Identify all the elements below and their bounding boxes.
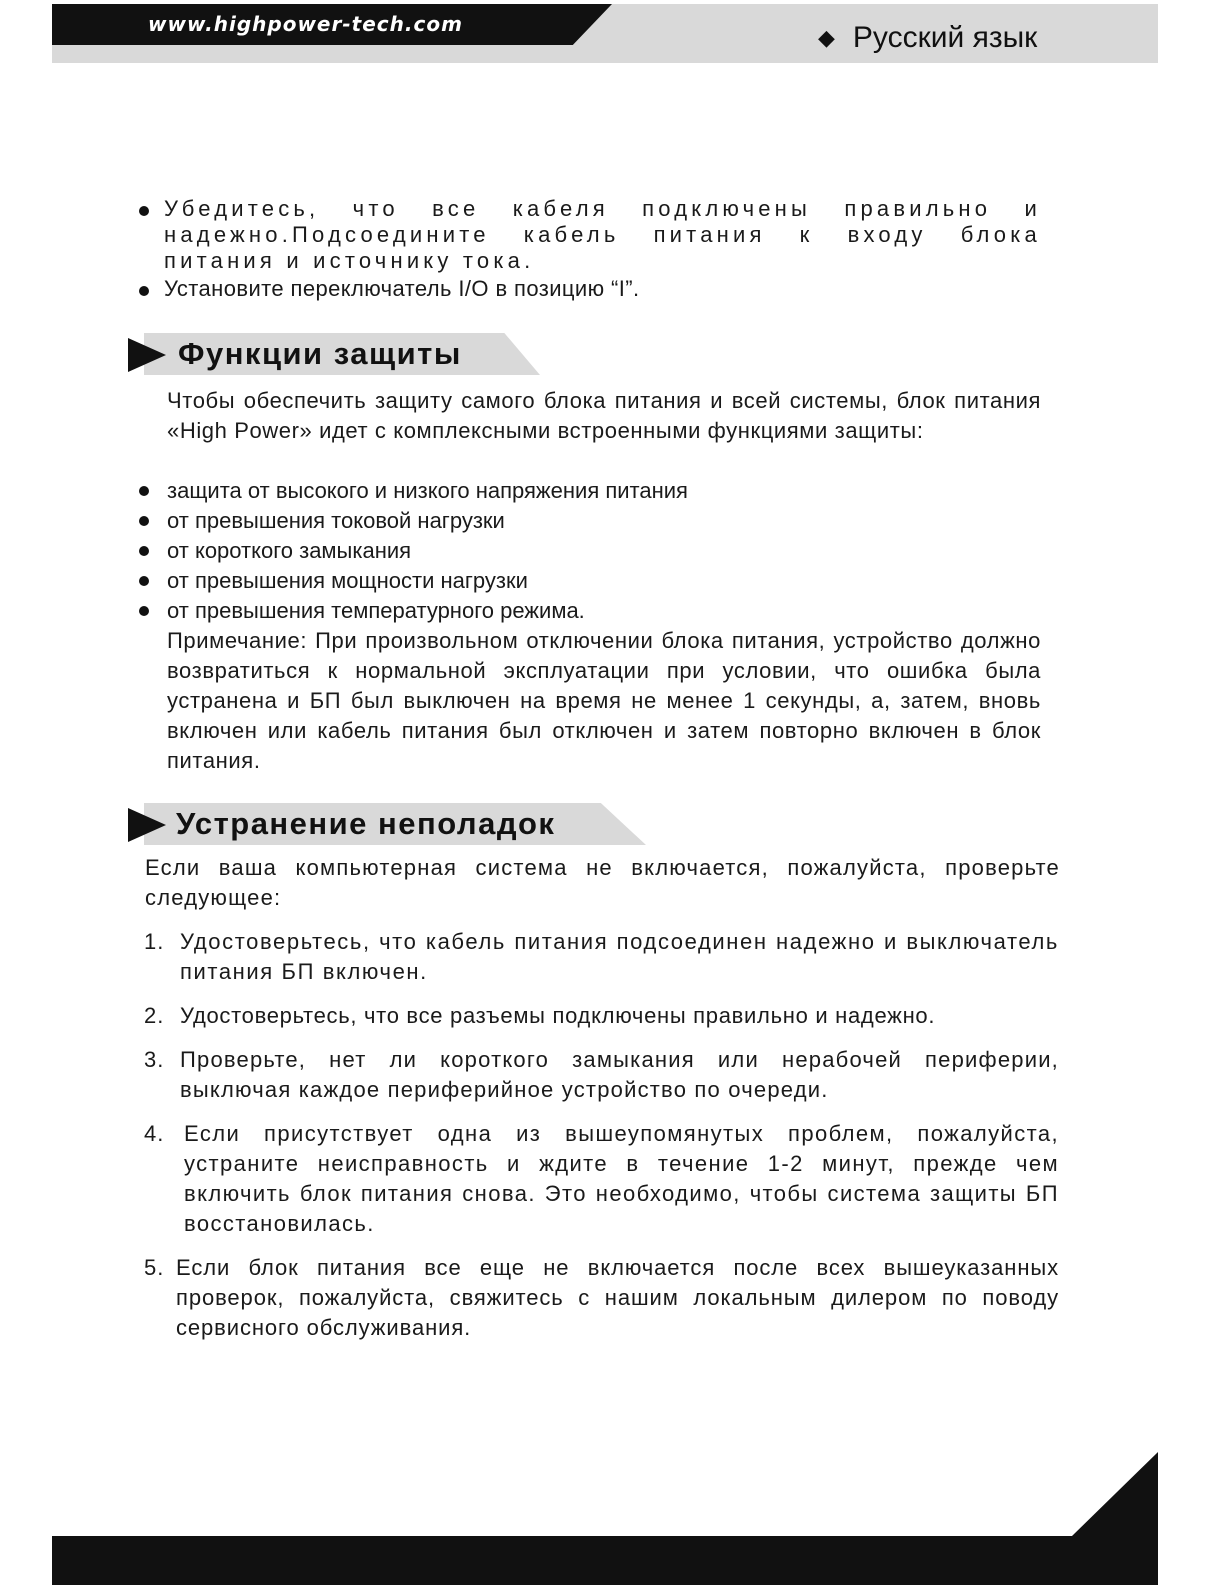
item-number: 2. bbox=[144, 1003, 165, 1028]
protection-note: Примечание: При произвольном отключении блока питания, устройство должно возвратиться к нормальной эксплуатации при условии, что ошибка была устранена и БП был выключен на время не менее 1 секунды, а, затем, вновь включен или кабель питания был отключен и затем повторно включен в блок питания. bbox=[167, 628, 1041, 773]
arrow-icon bbox=[128, 338, 166, 372]
protection-intro: Чтобы обеспечить защиту самого блока питания и всей системы, блок питания «High Power» идет с комплексными встроенными функциями защиты: bbox=[167, 388, 1041, 443]
intro-item: Убедитесь, что все кабеля подключены правильно и надежно.Подсоедините кабель питания к входу блока питания и источнику тока. bbox=[136, 196, 1041, 274]
list-item bbox=[144, 1119, 1059, 1239]
protection-item: от короткого замыкания bbox=[136, 536, 1041, 566]
item-text: Удостоверьтесь, что все разъемы подключены правильно и надежно. bbox=[180, 1003, 936, 1028]
item-text: Проверьте, нет ли короткого замыкания или нерабочей периферии, выключая каждое периферийное устройство по очереди. bbox=[180, 1047, 1059, 1102]
footer-band bbox=[52, 1536, 1158, 1585]
language-text: Русский язык bbox=[852, 21, 1038, 54]
protection-list bbox=[136, 476, 1041, 626]
section-title: Функции защиты bbox=[178, 336, 462, 371]
corner-triangle bbox=[1072, 1452, 1158, 1536]
list-item bbox=[144, 927, 1059, 987]
item-number: 1. bbox=[144, 929, 165, 954]
item-number: 4. bbox=[144, 1121, 165, 1146]
diamond-icon: ◆ bbox=[818, 25, 835, 50]
intro-list bbox=[136, 196, 1041, 304]
website-url: www.highpower-tech.com bbox=[148, 12, 463, 36]
arrow-icon bbox=[128, 808, 166, 842]
item-number: 3. bbox=[144, 1047, 165, 1072]
troubleshooting-list bbox=[144, 927, 1059, 1357]
item-text: Если блок питания все еще не включается после всех вышеуказанных проверок, пожалуйста, свяжитесь с нашим локальным дилером по поводу сервисного обслуживания. bbox=[176, 1255, 1059, 1340]
list-item bbox=[144, 1001, 1059, 1031]
list-item bbox=[144, 1253, 1059, 1343]
troubleshooting-intro: Если ваша компьютерная система не включается, пожалуйста, проверьте следующее: bbox=[145, 855, 1060, 910]
language-label bbox=[818, 18, 1037, 58]
protection-item: от превышения токовой нагрузки bbox=[136, 506, 1041, 536]
list-item bbox=[144, 1045, 1059, 1105]
item-number: 5. bbox=[144, 1255, 165, 1280]
protection-item: от превышения температурного режима. bbox=[136, 596, 1041, 626]
protection-item: от превышения мощности нагрузки bbox=[136, 566, 1041, 596]
section-header-troubleshooting bbox=[128, 803, 648, 845]
section-header-protection bbox=[128, 333, 548, 375]
protection-item: защита от высокого и низкого напряжения питания bbox=[136, 476, 1041, 506]
item-text: Если присутствует одна из вышеупомянутых проблем, пожалуйста, устраните неисправность и ждите в течение 1-2 минут, прежде чем включить блок питания снова. Это необходимо, чтобы система защиты БП восстановилась. bbox=[184, 1121, 1059, 1236]
intro-item: Установите переключатель I/O в позицию “I”. bbox=[136, 276, 1041, 302]
section-title: Устранение неполадок bbox=[176, 806, 556, 841]
item-text: Удостоверьтесь, что кабель питания подсоединен надежно и выключатель питания БП включен. bbox=[180, 929, 1059, 984]
